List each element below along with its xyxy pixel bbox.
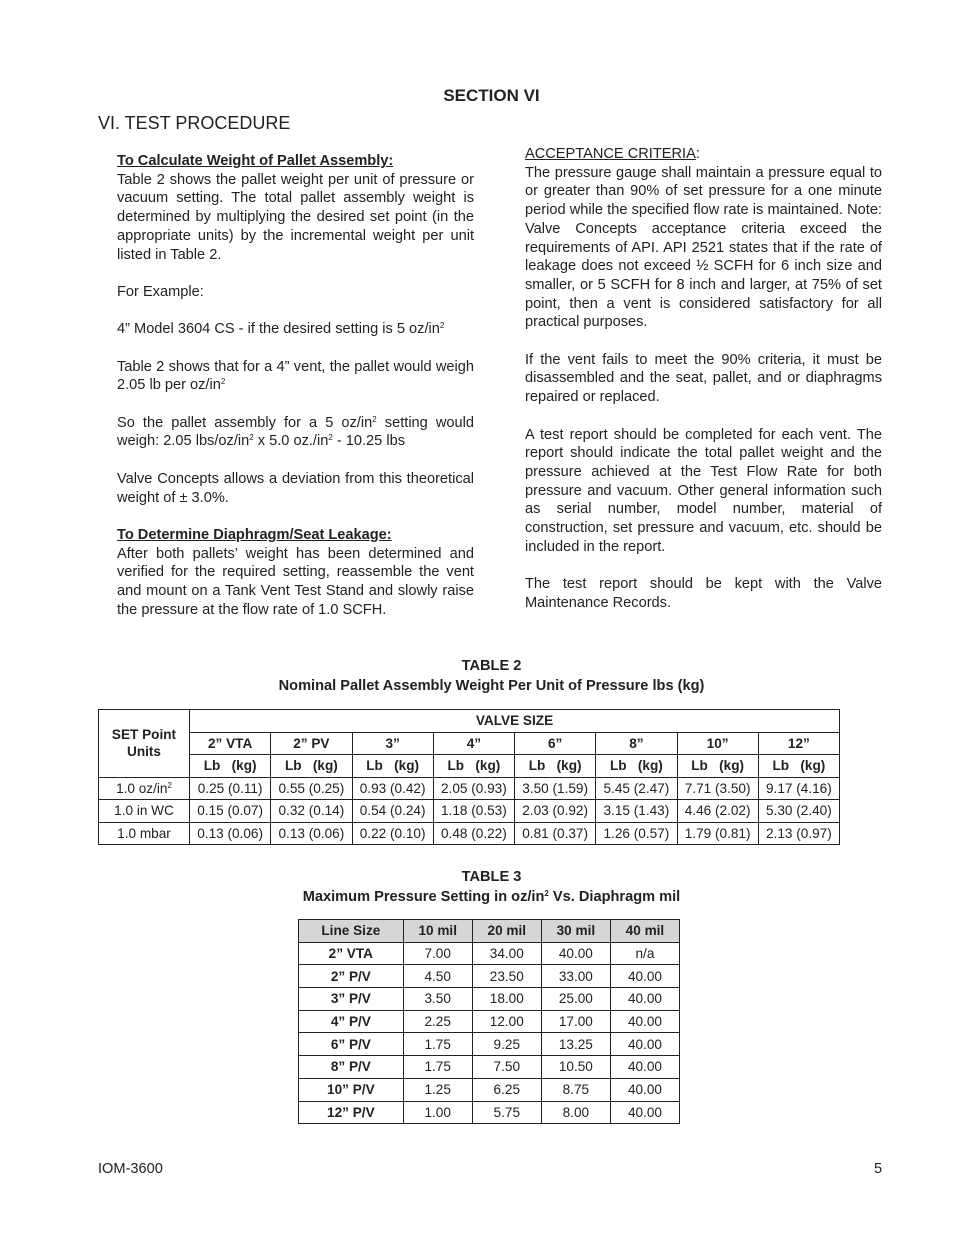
- pressure-cell: 4.50: [403, 965, 472, 988]
- pressure-cell: 8.75: [541, 1078, 610, 1101]
- column-header: 20 mil: [472, 920, 541, 943]
- document-id: IOM-3600: [98, 1161, 163, 1177]
- weight-cell: 1.79 (0.81): [677, 822, 758, 845]
- line-size-cell: 2” P/V: [299, 965, 404, 988]
- line-size-cell: 12” P/V: [299, 1101, 404, 1124]
- weight-cell: 0.22 (0.10): [352, 822, 433, 845]
- report-paragraph: A test report should be completed for each vent. The report should indicate the total pallet weight and the pressure achieved at the Test Flow Rate for both pressure and vacuum. Other general information such as serial number, model number, material of construction, set pressure and vacuum, etc. should be included in the report.: [525, 426, 882, 555]
- acceptance-heading: ACCEPTANCE CRITERIA:: [525, 146, 700, 162]
- column-header: 40 mil: [610, 920, 679, 943]
- left-column: [117, 152, 474, 638]
- line-size-cell: 2” VTA: [299, 942, 404, 965]
- table-row: [299, 1033, 680, 1056]
- pressure-cell: 40.00: [610, 1078, 679, 1101]
- pressure-cell: 40.00: [610, 1101, 679, 1124]
- unit-col-header: Lb (kg): [596, 755, 677, 778]
- weight-cell: 5.45 (2.47): [596, 777, 677, 800]
- weight-cell: 2.05 (0.93): [433, 777, 514, 800]
- deviation-paragraph: Valve Concepts allows a deviation from this theoretical weight of ± 3.0%.: [117, 470, 474, 506]
- unit-col-header: Lb (kg): [433, 755, 514, 778]
- valve-size-col-header: 4”: [433, 732, 514, 755]
- max-pressure-table: [298, 919, 680, 1124]
- table-row: [299, 1010, 680, 1033]
- line-size-cell: 6” P/V: [299, 1033, 404, 1056]
- pressure-cell: 2.25: [403, 1010, 472, 1033]
- valve-size-col-header: 2” PV: [271, 732, 352, 755]
- pressure-cell: 13.25: [541, 1033, 610, 1056]
- records-paragraph: The test report should be kept with the Valve Maintenance Records.: [525, 576, 882, 611]
- table3-title: TABLE 3: [461, 869, 522, 885]
- table2-subtitle: Nominal Pallet Assembly Weight Per Unit of Pressure lbs (kg): [278, 678, 705, 694]
- table3-caption: [0, 867, 954, 907]
- column-header: 10 mil: [403, 920, 472, 943]
- line-size-cell: 4” P/V: [299, 1010, 404, 1033]
- table-row: [299, 942, 680, 965]
- pressure-cell: 12.00: [472, 1010, 541, 1033]
- pressure-cell: 23.50: [472, 965, 541, 988]
- unit-col-header: Lb (kg): [515, 755, 596, 778]
- weight-cell: 0.55 (0.25): [271, 777, 352, 800]
- calc-weight-paragraph: Table 2 shows the pallet weight per unit of pressure or vacuum setting. The total pallet assembly weight is determined by multiplying the desired set point (in the appropriate units) by the incremental weight per unit listed in Table 2.: [117, 171, 474, 263]
- weight-cell: 1.26 (0.57): [596, 822, 677, 845]
- table2-caption: [0, 656, 954, 696]
- pressure-cell: 40.00: [610, 965, 679, 988]
- line-size-cell: 8” P/V: [299, 1056, 404, 1079]
- example-line: 4” Model 3604 CS - if the desired setting is 5 $oz/in^2$: [117, 321, 445, 338]
- line-size-cell: 3” P/V: [299, 988, 404, 1011]
- column-header: Line Size: [299, 920, 404, 943]
- valve-size-header: VALVE SIZE: [190, 710, 840, 733]
- failure-paragraph: If the vent fails to meet the 90% criteria, it must be disassembled and the seat, pallet, and or diaphragms repaired or replaced.: [525, 351, 882, 406]
- valve-size-col-header: 8”: [596, 732, 677, 755]
- set-point-header: SET Point Units: [99, 710, 190, 778]
- weight-cell: 2.13 (0.97): [758, 822, 839, 845]
- weight-cell: 3.15 (1.43): [596, 800, 677, 823]
- pallet-weight-table: [98, 709, 840, 845]
- pressure-cell: 40.00: [610, 988, 679, 1011]
- weight-cell: 0.15 (0.07): [190, 800, 271, 823]
- pressure-cell: 7.00: [403, 942, 472, 965]
- weight-cell: 0.93 (0.42): [352, 777, 433, 800]
- pressure-cell: 17.00: [541, 1010, 610, 1033]
- pressure-cell: 40.00: [541, 942, 610, 965]
- pressure-cell: 5.75: [472, 1101, 541, 1124]
- pressure-cell: 1.00: [403, 1101, 472, 1124]
- pressure-cell: 6.25: [472, 1078, 541, 1101]
- calculation-paragraph: So the pallet assembly for a 5 $oz/in^2$ setting would weigh: 2.05 lbs/$oz/in^2$ x 5.0 $oz./in^2 - 10.25$ lbs: [117, 414, 474, 450]
- table-row: [99, 800, 840, 823]
- weight-cell: 1.18 (0.53): [433, 800, 514, 823]
- leakage-paragraph: After both pallets’ weight has been determined and verified for the required setting, reassemble the vent and mount on a Tank Vent Test Stand and slowly raise the pressure at the flow rate of 1.0 SCFH.: [117, 545, 474, 618]
- pressure-cell: 3.50: [403, 988, 472, 1011]
- weight-cell: 0.13 (0.06): [190, 822, 271, 845]
- pressure-cell: n/a: [610, 942, 679, 965]
- pressure-cell: 33.00: [541, 965, 610, 988]
- table-row: [299, 1056, 680, 1079]
- table-row: [299, 1078, 680, 1101]
- table-row: [299, 1101, 680, 1124]
- pressure-cell: 18.00: [472, 988, 541, 1011]
- pressure-cell: 40.00: [610, 1033, 679, 1056]
- pressure-cell: 40.00: [610, 1010, 679, 1033]
- weight-cell: 0.81 (0.37): [515, 822, 596, 845]
- weight-cell: 7.71 (3.50): [677, 777, 758, 800]
- pressure-cell: 25.00: [541, 988, 610, 1011]
- example-label: For Example:: [117, 283, 204, 300]
- weight-cell: 0.48 (0.22): [433, 822, 514, 845]
- leakage-heading: To Determine Diaphragm/Seat Leakage:: [117, 526, 392, 543]
- line-size-cell: 10” P/V: [299, 1078, 404, 1101]
- right-column: [525, 145, 882, 631]
- table3-subtitle: Maximum Pressure Setting in $oz/in^2$ Vs. Diaphragm mil: [302, 889, 681, 905]
- weight-cell: 4.46 (2.02): [677, 800, 758, 823]
- valve-size-col-header: 12”: [758, 732, 839, 755]
- unit-col-header: Lb (kg): [758, 755, 839, 778]
- section-title: SECTION VI: [443, 86, 540, 105]
- weight-cell: 0.25 (0.11): [190, 777, 271, 800]
- table-row: [299, 965, 680, 988]
- table-row: [99, 822, 840, 845]
- pressure-cell: 1.25: [403, 1078, 472, 1101]
- pressure-cell: 9.25: [472, 1033, 541, 1056]
- calc-weight-heading: To Calculate Weight of Pallet Assembly:: [117, 153, 394, 169]
- acceptance-paragraph: The pressure gauge shall maintain a pressure equal to or greater than 90% of set pressure for a one minute period while the specified flow rate is maintained. Note: Valve Concepts acceptance criteria exceed the requirements of API. API 2521 states that if the rate of leakage does not exceed ½ SCFH for 6 inch size and smaller, or 5 SCFH for 8 inch and larger, at 75% of set point, then a vent is considered satisfactory for all practical purposes.: [525, 164, 882, 331]
- pressure-cell: 1.75: [403, 1033, 472, 1056]
- unit-col-header: Lb (kg): [352, 755, 433, 778]
- table-row: [99, 777, 840, 800]
- row-unit-label: 1.0 in WC: [99, 800, 190, 823]
- valve-size-col-header: 2” VTA: [190, 732, 271, 755]
- table-row: [299, 988, 680, 1011]
- valve-size-col-header: 3”: [352, 732, 433, 755]
- weight-cell: 9.17 (4.16): [758, 777, 839, 800]
- unit-col-header: Lb (kg): [677, 755, 758, 778]
- weight-cell: 2.03 (0.92): [515, 800, 596, 823]
- pressure-cell: 40.00: [610, 1056, 679, 1079]
- unit-col-header: Lb (kg): [271, 755, 352, 778]
- table2-title: TABLE 2: [461, 658, 522, 674]
- weight-cell: 0.32 (0.14): [271, 800, 352, 823]
- pressure-cell: 1.75: [403, 1056, 472, 1079]
- pressure-cell: 8.00: [541, 1101, 610, 1124]
- row-unit-label: 1.0 mbar: [99, 822, 190, 845]
- pressure-cell: 10.50: [541, 1056, 610, 1079]
- page-number: 5: [874, 1161, 883, 1177]
- weight-cell: 0.54 (0.24): [352, 800, 433, 823]
- procedure-heading: VI. TEST PROCEDURE: [98, 113, 291, 133]
- pressure-cell: 34.00: [472, 942, 541, 965]
- valve-size-col-header: 10”: [677, 732, 758, 755]
- column-header: 30 mil: [541, 920, 610, 943]
- weight-cell: 3.50 (1.59): [515, 777, 596, 800]
- pressure-cell: 7.50: [472, 1056, 541, 1079]
- table-reference-paragraph: Table 2 shows that for a 4” vent, the pallet would weigh 2.05 lb per $oz/in^2$: [117, 358, 474, 394]
- row-unit-label: 1.0 $oz/in^2$: [99, 777, 190, 800]
- weight-cell: 5.30 (2.40): [758, 800, 839, 823]
- valve-size-col-header: 6”: [515, 732, 596, 755]
- unit-col-header: Lb (kg): [190, 755, 271, 778]
- weight-cell: 0.13 (0.06): [271, 822, 352, 845]
